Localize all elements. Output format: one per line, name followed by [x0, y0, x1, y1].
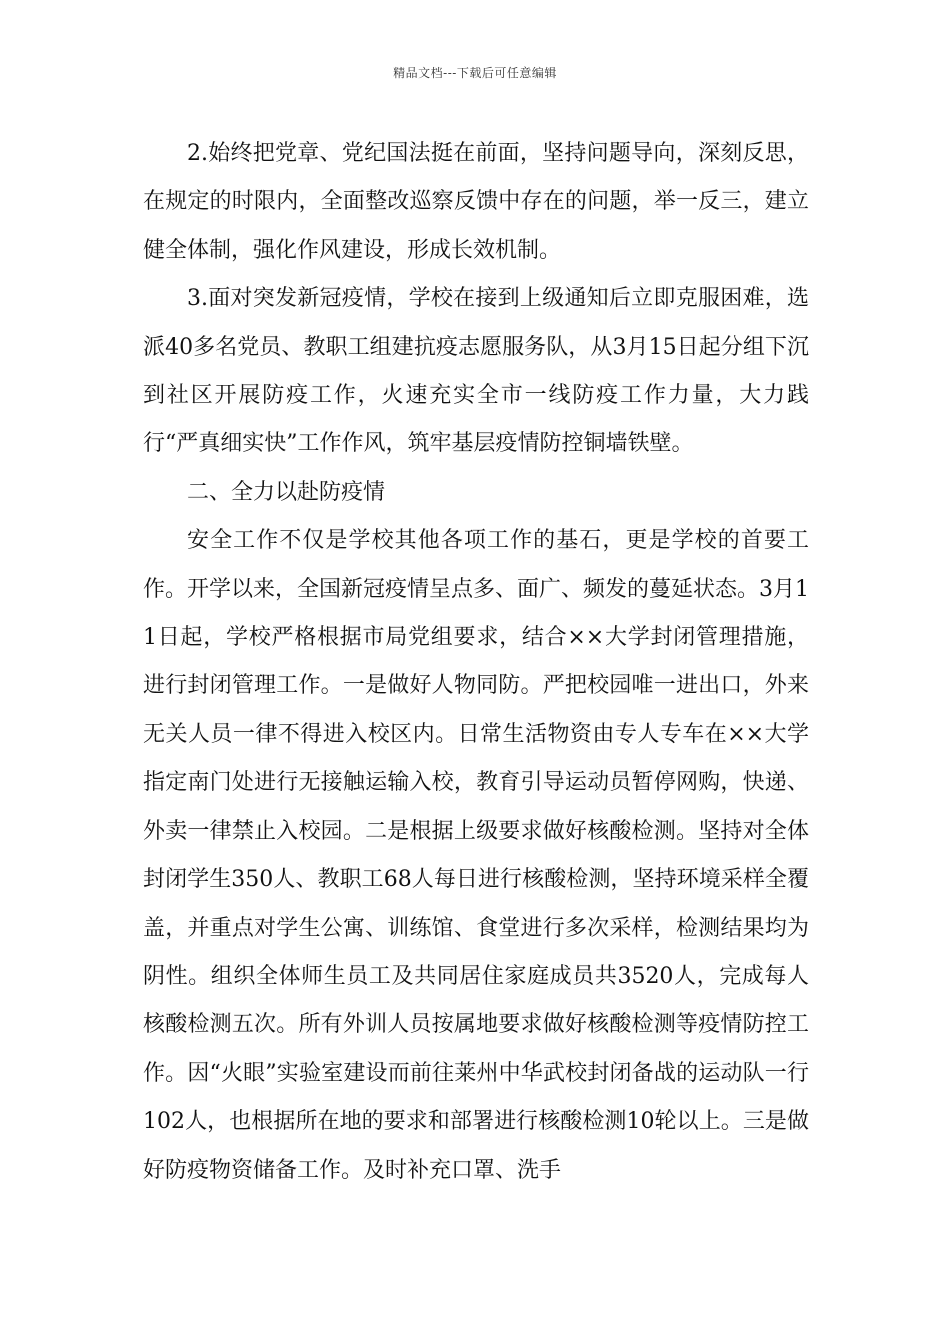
page-header: 精品文档---下载后可任意编辑 — [393, 66, 557, 80]
paragraph-safety-work: 安全工作不仅是学校其他各项工作的基石，更是学校的首要工作。开学以来，全国新冠疫情呈点多、面广、频发的蔓延状态。3月11日起，学校严格根据市局党组要求，结合××大学封闭管理措施，进行封闭管理工作。一是做好人物同防。严把校园唯一进出口，外来无关人员一律不得进入校区内。日常生活物资由专人专车在××大学指定南门处进行无接触运输入校，教育引导运动员暂停网购，快递、外卖一律禁止入校园。二是根据上级要求做好核酸检测。坚持对全体封闭学生350人、教职工68人每日进行核酸检测，坚持环境采样全覆盖，并重点对学生公寓、训练馆、食堂进行多次采样，检测结果均为阴性。组织全体师生员工及共同居住家庭成员共3520人，完成每人核酸检测五次。所有外训人员按属地要求做好核酸检测等疫情防控工作。因“火眼”实验室建设而前往莱州中华武校封闭备战的运动队一行102人，也根据所在地的要求和部署进行核酸检测10轮以上。三是做好防疫物资储备工作。及时补充口罩、洗手 — [143, 528, 809, 1183]
document-body — [143, 130, 809, 1195]
paragraph-rectification: 2.始终把党章、党纪国法挺在前面，坚持问题导向，深刻反思，在规定的时限内，全面整改巡察反馈中存在的问题，举一反三，建立健全体制，强化作风建设，形成长效机制。 — [143, 141, 809, 263]
paragraph-epidemic-volunteers: 3.面对突发新冠疫情，学校在接到上级通知后立即克服困难，选派40多名党员、教职工组建抗疫志愿服务队，从3月15日起分组下沉到社区开展防疫工作，火速充实全市一线防疫工作力量，大力践行“严真细实快”工作作风，筑牢基层疫情防控铜墙铁壁。 — [143, 286, 809, 457]
section-heading: 二、全力以赴防疫情 — [187, 479, 386, 505]
